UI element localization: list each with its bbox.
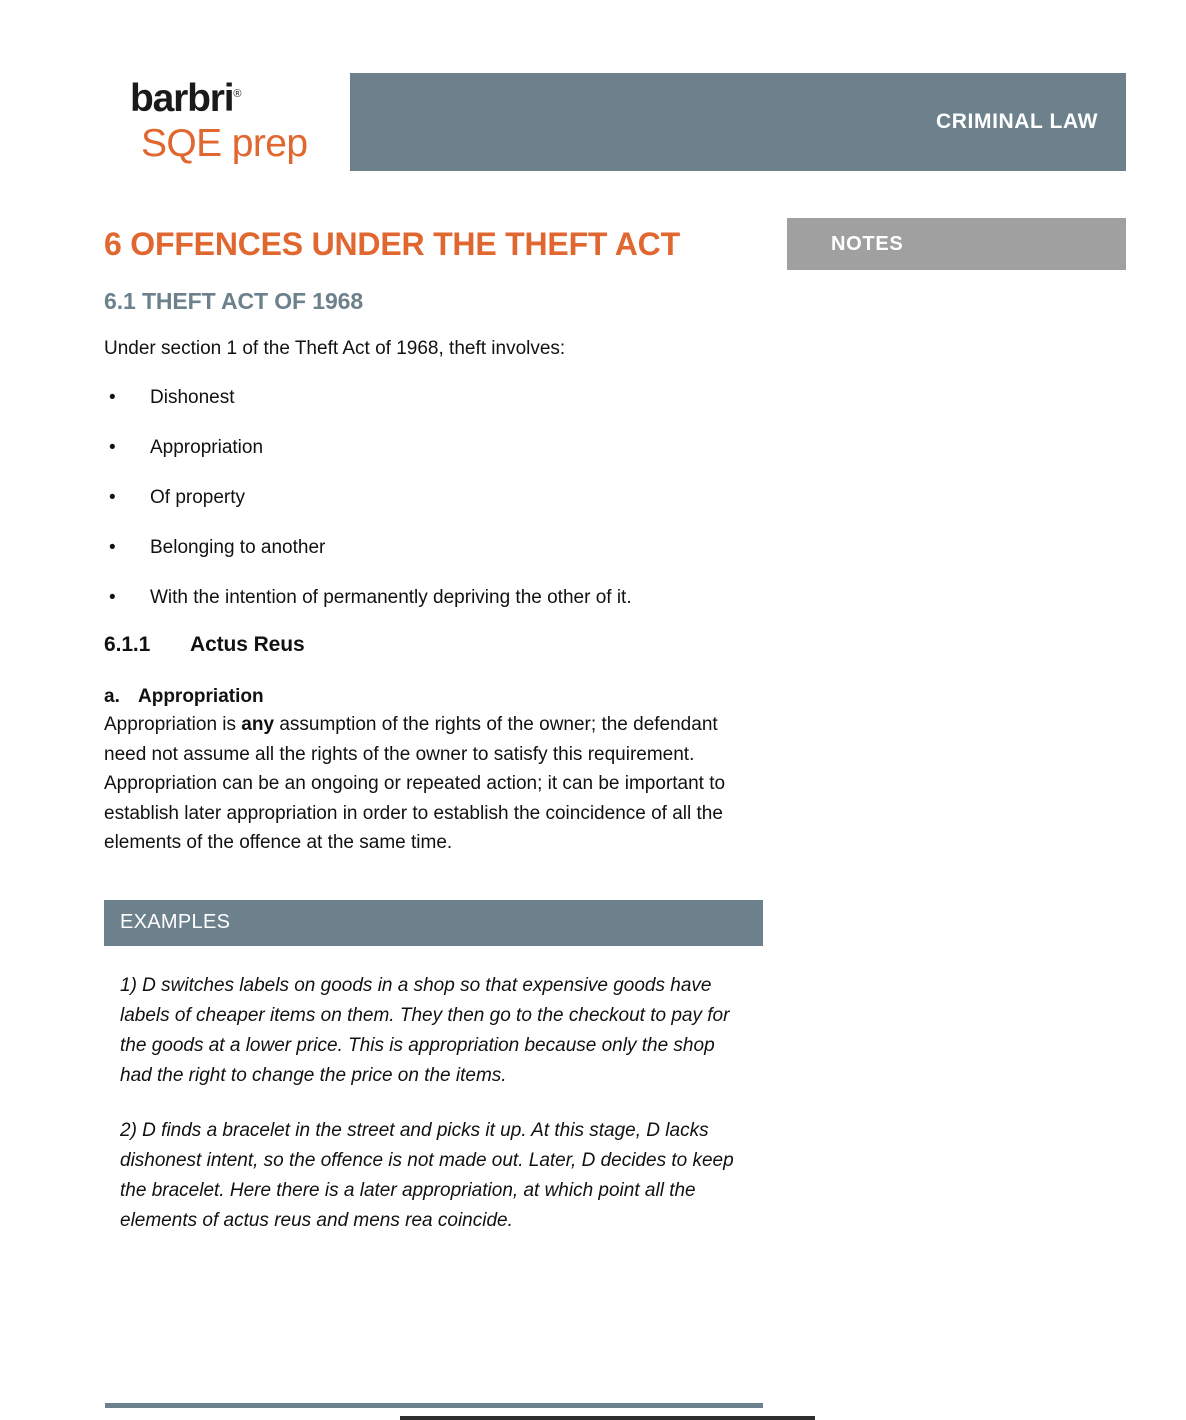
list-item [104,533,764,562]
footer-divider [105,1403,763,1408]
list-item-label: Belonging to another [150,537,326,558]
intro-paragraph: Under section 1 of the Theft Act of 1968, theft involves: [104,338,566,359]
item-title: Appropriation [138,686,264,707]
item-heading-appropriation [104,686,764,708]
bullet-icon: • [109,537,116,558]
example-item: 1) D switches labels on goods in a shop so that expensive goods have labels of cheaper items on them. They then go to the checkout to pay for the goods at a lower price. This is appropriation because only the shop had the right to change the price on the items. [120,974,730,1086]
logo-tagline-sqe-prep: SQE prep [141,122,308,165]
registered-trademark-icon: ® [233,88,242,100]
section-heading: 6.1 THEFT ACT OF 1968 [104,288,364,314]
subsection-number: 6.1.1 [104,633,151,656]
theft-elements-list [104,383,764,612]
list-item-label: With the intention of permanently depriving the other of it. [150,587,632,608]
list-item-label: Dishonest [150,387,235,408]
list-item-label: Of property [150,487,246,508]
logo-wordmark-text: barbri [130,77,234,120]
list-item [104,583,764,612]
list-item [104,483,764,512]
subject-header-bar [350,73,1126,171]
list-item [104,433,764,462]
bullet-icon: • [109,387,116,408]
bullet-icon: • [109,487,116,508]
logo-wordmark-barbri [104,72,241,121]
examples-title: EXAMPLES [120,911,231,933]
list-item-label: Appropriation [150,437,264,458]
bullet-icon: • [109,437,116,458]
item-letter: a. [104,686,120,707]
footer-divider-secondary [400,1416,815,1420]
subsection-heading [104,633,764,657]
list-item [104,383,764,412]
main-content-column [104,218,764,1236]
paragraph-emphasis-any: any [241,714,275,735]
paragraph-part-2: assumption of the rights of the owner; the defendant need not assume all the rights of the owner to satisfy this requirement. Appropriation can be an ongoing or repeated action; it can be important to establish later appropriation in order to establish the coincidence of all the elements of the offence at the same time. [104,714,726,853]
subsection-title: Actus Reus [190,633,305,656]
page-title: 6 OFFENCES UNDER THE THEFT ACT [104,226,680,262]
notes-header-bar [787,218,1126,270]
examples-header-bar [104,900,763,946]
barbri-logo [104,72,344,177]
appropriation-paragraph [104,710,764,858]
example-item: 2) D finds a bracelet in the street and picks it up. At this stage, D lacks dishonest intent, so the offence is not made out. Later, D decides to keep the bracelet. Here there is a later appropriation, at which point all the elements of actus reus and mens rea coincide. [120,1119,734,1231]
subject-label: CRIMINAL LAW [936,110,1098,133]
paragraph-part-1: Appropriation is [104,714,242,735]
bullet-icon: • [109,587,116,608]
notes-title: NOTES [831,232,904,255]
examples-body [104,971,764,1236]
notes-writing-area[interactable] [787,270,1126,1360]
